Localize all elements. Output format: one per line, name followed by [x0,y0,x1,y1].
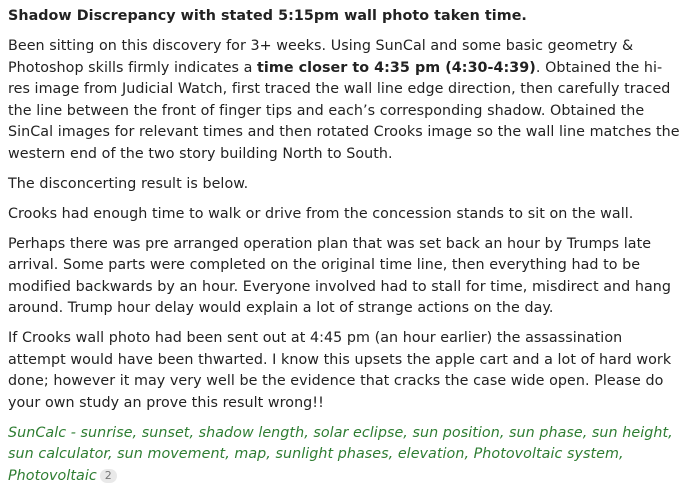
suncalc-link-paragraph [8,423,682,488]
highlighted-time-estimate: time closer to 4:35 pm (4:30-4:39) [257,59,536,76]
paragraph-operation-plan: Perhaps there was pre arranged operation plan that was set back an hour by Trumps late arrival. Some parts were completed on the original time line, then everything had to be modified backwards by an hour. Everyone involved had to stall for time, misdirect and hang around. Trump hour delay would explain a lot of strange actions on the day. [8,235,672,316]
paragraph-discovery-text-start: Been sitting on this discovery for 3+ weeks. Using SunCal and some basic geometry & Photoshop skills firmly indicates a [8,38,634,76]
paragraph-result: The disconcerting result is below. [8,175,249,192]
post-title: Shadow Discrepancy with stated 5:15pm wall photo taken time. [8,8,527,24]
paragraph-discovery [8,36,682,165]
suncalc-link[interactable]: SunCalc - sunrise, sunset, shadow length, solar eclipse, sun position, sun phase, sun height, sun calculator, sun movement, map, sunlight phases, elevation, Photovoltaic system, Photovoltaic [8,424,673,484]
paragraph-discovery-text-end: . Obtained the hi-res image from Judicial Watch, first traced the wall line edge direction, then carefully traced the line between the front of finger tips and each’s corresponding shadow. Obtained the SinCal images for relevant times and then rotated Crooks image so the wall line matches the western end of the two story building North to South. [8,59,680,162]
paragraph-photo-timing: If Crooks wall photo had been sent out at 4:45 pm (an hour earlier) the assassination attempt would have been thwarted. I know this upsets the apple cart and a lot of hard work done; however it may very well be the evidence that cracks the case wide open. Please do your own study an prove this result wrong!! [8,330,672,411]
paragraph-crooks-time: Crooks had enough time to walk or drive from the concession stands to sit on the wall. [8,205,634,222]
link-click-count-badge: 2 [100,469,117,483]
